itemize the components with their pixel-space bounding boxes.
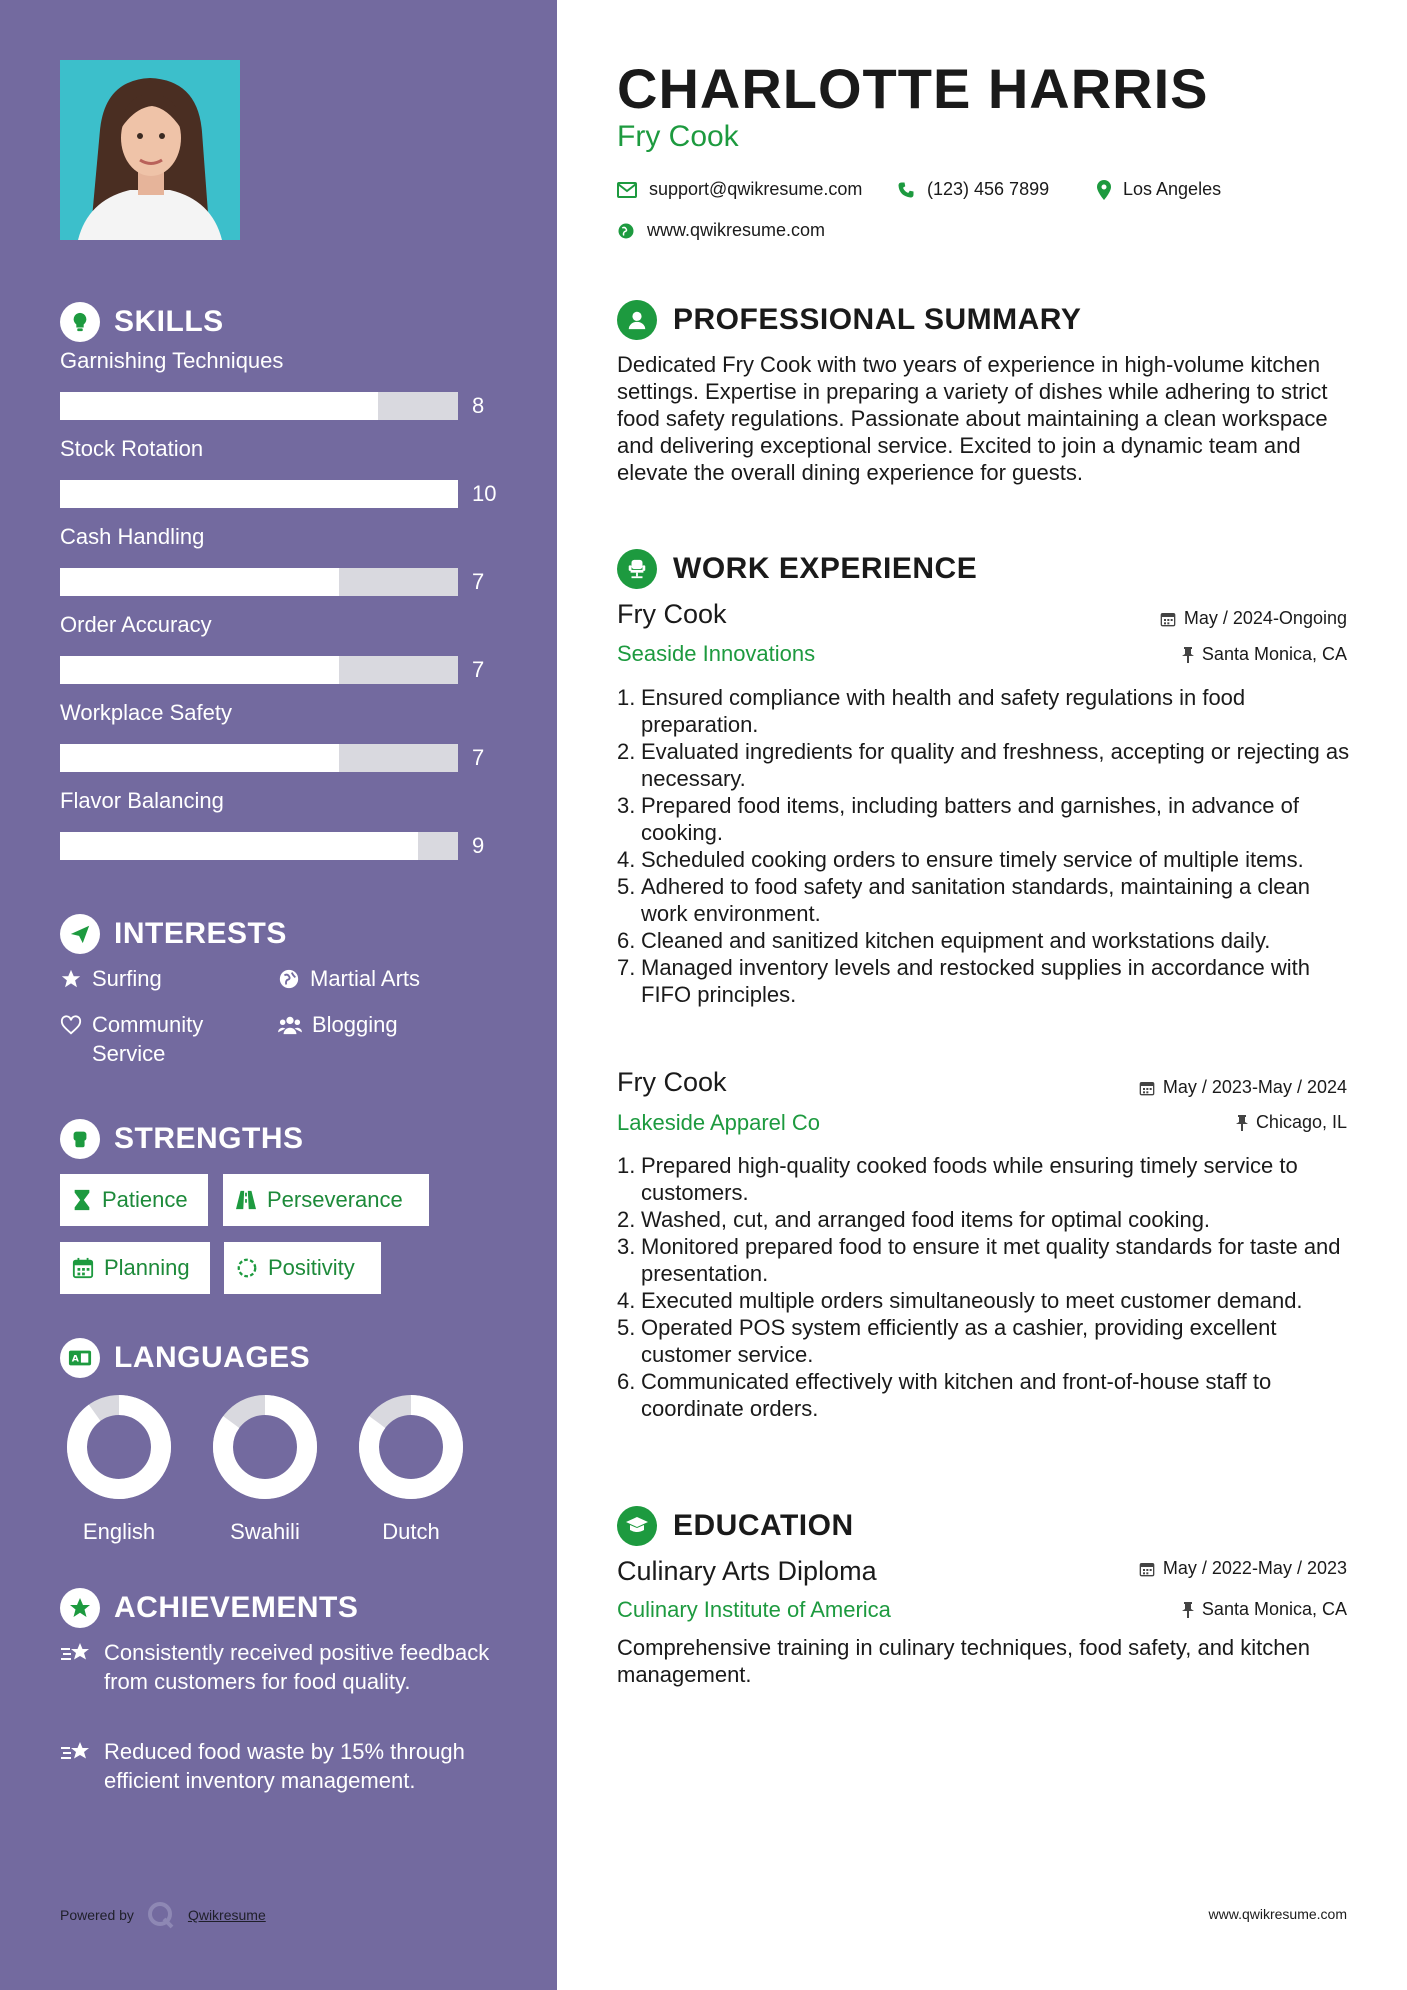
contact-website	[617, 220, 825, 241]
skill-bar	[60, 392, 458, 420]
skill-bar	[60, 656, 458, 684]
education-location	[1182, 1599, 1347, 1620]
globe-icon	[278, 968, 300, 990]
skill-value: 7	[472, 569, 485, 594]
profile-photo	[60, 60, 240, 240]
skill-bar	[60, 744, 458, 772]
skill-bar-fill	[60, 480, 458, 508]
job-bullet: 4. Executed multiple orders simultaneously to meet customer demand.	[617, 1288, 1303, 1313]
education-dates	[1139, 1558, 1347, 1579]
skills-heading	[60, 302, 224, 342]
job-dates	[1139, 1077, 1347, 1098]
powered-by	[60, 1900, 266, 1930]
job-title: Fry Cook	[617, 1067, 727, 1097]
skill-bar	[60, 568, 458, 596]
interest-item	[60, 1010, 260, 1068]
language-item	[210, 1392, 320, 1545]
lightbulb-icon	[60, 302, 100, 342]
skill-value: 7	[472, 657, 485, 682]
skill-bar-fill	[60, 832, 418, 860]
skill-label: Flavor Balancing	[60, 788, 224, 813]
fist-icon	[60, 1119, 100, 1159]
education-degree: Culinary Arts Diploma	[617, 1556, 877, 1586]
heart-icon	[60, 1014, 82, 1036]
job-location	[1236, 1112, 1347, 1133]
education-location-text: Santa Monica, CA	[1201, 1599, 1347, 1619]
language-label: Swahili	[230, 1519, 300, 1544]
achievements-title: ACHIEVEMENTS	[114, 1591, 359, 1624]
skill-bar-fill	[60, 568, 339, 596]
job-company: Lakeside Apparel Co	[617, 1110, 821, 1135]
language-donut	[356, 1392, 466, 1502]
job-bullet: 6. Communicated effectively with kitchen and front-of-house staff to coordinate orders.	[617, 1369, 1272, 1421]
languages-heading	[60, 1338, 310, 1378]
skill-value: 8	[472, 393, 485, 418]
interest-item	[278, 964, 498, 993]
job-bullet: 5. Operated POS system efficiently as a cashier, providing excellent customer service.	[617, 1315, 1277, 1367]
job-dates-text: May / 2023-May / 2024	[1162, 1077, 1347, 1097]
achievements-heading	[60, 1588, 358, 1628]
job-bullet: 1. Ensured compliance with health and safety regulations in food preparation.	[617, 685, 1246, 737]
languages-title: LANGUAGES	[114, 1341, 311, 1374]
hourglass-icon	[72, 1189, 92, 1211]
shooting-star-icon	[60, 1739, 94, 1767]
strength-chip	[60, 1242, 210, 1294]
footer-url[interactable]: www.qwikresume.com	[1208, 1906, 1347, 1922]
interests-title: INTERESTS	[114, 917, 287, 950]
job-location-text: Santa Monica, CA	[1201, 644, 1347, 664]
strength-chip	[223, 1174, 429, 1226]
strengths-heading	[60, 1119, 304, 1159]
job-bullet: 1. Prepared high-quality cooked foods while ensuring timely service to customers.	[617, 1153, 1298, 1205]
contact-email	[617, 179, 862, 200]
skill-value: 7	[472, 745, 485, 770]
job-bullet: 5. Adhered to food safety and sanitation standards, maintaining a clean work environment.	[617, 874, 1311, 926]
summary-heading	[617, 300, 1081, 340]
language-donut	[210, 1392, 320, 1502]
spinner-icon	[236, 1257, 258, 1279]
sidebar	[0, 0, 557, 1990]
qwikresume-logo-icon	[146, 1900, 176, 1930]
skill-label: Cash Handling	[60, 524, 205, 549]
strength-chip	[224, 1242, 381, 1294]
skills-title: SKILLS	[114, 305, 224, 338]
strength-label: Planning	[104, 1255, 190, 1280]
interest-item	[60, 964, 260, 993]
job-bullet: 7. Managed inventory levels and restocked supplies in accordance with FIFO principles.	[617, 955, 1310, 1007]
calendar-icon	[1139, 1561, 1155, 1577]
skill-label: Stock Rotation	[60, 436, 204, 461]
interest-item	[278, 1010, 498, 1039]
education-heading	[617, 1506, 854, 1546]
strength-label: Positivity	[268, 1255, 355, 1280]
job-bullet: 2. Washed, cut, and arranged food items for optimal cooking.	[617, 1207, 1211, 1232]
skill-item	[60, 436, 500, 506]
achievement-item	[60, 1638, 500, 1696]
language-item	[64, 1392, 174, 1545]
job-bullet: 3. Monitored prepared food to ensure it met quality standards for taste and presentation.	[617, 1234, 1341, 1286]
skill-bar-fill	[60, 392, 378, 420]
achievement-text: Reduced food waste by 15% through efficient inventory management.	[104, 1739, 465, 1793]
user-icon	[617, 300, 657, 340]
skill-bar	[60, 480, 458, 508]
calendar-icon	[1160, 611, 1176, 627]
experience-heading	[617, 549, 977, 589]
strengths-title: STRENGTHS	[114, 1122, 304, 1155]
globe-icon	[617, 222, 635, 240]
graduation-cap-icon	[617, 1506, 657, 1546]
skill-label: Workplace Safety	[60, 700, 233, 725]
interests-heading	[60, 914, 287, 954]
achievement-item	[60, 1737, 500, 1795]
education-title: EDUCATION	[673, 1509, 854, 1542]
skill-label: Garnishing Techniques	[60, 348, 284, 373]
star-badge-icon	[60, 1588, 100, 1628]
paper-plane-icon	[60, 914, 100, 954]
summary-title: PROFESSIONAL SUMMARY	[673, 303, 1082, 336]
skill-value: 9	[472, 833, 485, 858]
phone-icon	[897, 181, 915, 199]
interest-label: Blogging	[312, 1012, 398, 1037]
language-label: Dutch	[382, 1519, 440, 1544]
website-text[interactable]: www.qwikresume.com	[647, 220, 826, 240]
star-icon	[60, 968, 82, 990]
qwikresume-link[interactable]: Qwikresume	[187, 1907, 266, 1923]
summary-text: Dedicated Fry Cook with two years of experience in high-volume kitchen settings. Expertise in preparing a variety of dishes while adhering to strict food safety regulations. Passionate about maintaining a clean workspace and delivering exceptional service. Excited to join a dynamic team and elevate the overall dining experience for guests.	[617, 352, 1328, 485]
language-donut-fill	[77, 1405, 161, 1489]
language-label: English	[82, 1519, 156, 1544]
language-donut	[64, 1392, 174, 1502]
interest-label: Surfing	[92, 966, 162, 991]
education-dates-text: May / 2022-May / 2023	[1162, 1558, 1347, 1578]
candidate-role: Fry Cook	[617, 120, 739, 153]
language-icon	[60, 1338, 100, 1378]
skill-item	[60, 612, 500, 682]
strength-label: Perseverance	[267, 1187, 403, 1212]
pushpin-icon	[1182, 647, 1194, 663]
job-location	[1182, 644, 1347, 665]
shooting-star-icon	[60, 1640, 94, 1668]
road-icon	[235, 1190, 257, 1210]
envelope-icon	[617, 182, 637, 198]
skill-bar	[60, 832, 458, 860]
phone-text[interactable]: (123) 456 7899	[927, 179, 1050, 199]
job-bullet: 3. Prepared food items, including batters and garnishes, in advance of cooking.	[617, 793, 1299, 845]
skill-item	[60, 700, 500, 770]
skill-bar-fill	[60, 744, 339, 772]
interest-label: Martial Arts	[310, 966, 421, 991]
office-chair-icon	[617, 549, 657, 589]
education-school: Culinary Institute of America	[617, 1597, 891, 1622]
contact-phone	[897, 179, 1049, 200]
job-bullet: 4. Scheduled cooking orders to ensure timely service of multiple items.	[617, 847, 1304, 872]
skill-bar-fill	[60, 656, 339, 684]
users-icon	[278, 1014, 302, 1036]
contact-location	[1097, 179, 1221, 200]
email-text[interactable]: support@qwikresume.com	[649, 179, 863, 199]
calendar-icon	[72, 1257, 94, 1279]
job-company: Seaside Innovations	[617, 641, 816, 666]
skill-label: Order Accuracy	[60, 612, 212, 637]
skill-value: 10	[472, 481, 497, 506]
candidate-name: CHARLOTTE HARRIS	[617, 57, 1209, 120]
language-item	[356, 1392, 466, 1545]
location-text: Los Angeles	[1123, 179, 1222, 199]
main-content	[557, 0, 1407, 1990]
education-description: Comprehensive training in culinary techniques, food safety, and kitchen management.	[617, 1635, 1310, 1687]
job-bullet: 6. Cleaned and sanitized kitchen equipment and workstations daily.	[617, 928, 1271, 953]
job-location-text: Chicago, IL	[1255, 1112, 1347, 1132]
skill-item	[60, 348, 500, 418]
interest-label: Community Service	[92, 1012, 204, 1066]
strength-label: Patience	[102, 1187, 188, 1212]
map-marker-icon	[1097, 180, 1111, 200]
achievement-text: Consistently received positive feedback from customers for food quality.	[104, 1640, 490, 1694]
job-bullets	[617, 684, 1357, 1008]
pushpin-icon	[1182, 1602, 1194, 1618]
powered-by-label: Powered by	[60, 1907, 134, 1923]
job-bullets	[617, 1152, 1357, 1422]
calendar-icon	[1139, 1080, 1155, 1096]
skill-item	[60, 524, 500, 594]
svg-text:A: A	[71, 1353, 79, 1365]
job-dates-text: May / 2024-Ongoing	[1183, 608, 1347, 628]
job-title: Fry Cook	[617, 599, 727, 629]
strength-chip	[60, 1174, 208, 1226]
job-dates	[1160, 608, 1347, 629]
pushpin-icon	[1236, 1115, 1248, 1131]
job-bullet: 2. Evaluated ingredients for quality and freshness, accepting or rejecting as necessary.	[617, 739, 1350, 791]
experience-title: WORK EXPERIENCE	[673, 552, 978, 585]
skill-item	[60, 788, 500, 858]
